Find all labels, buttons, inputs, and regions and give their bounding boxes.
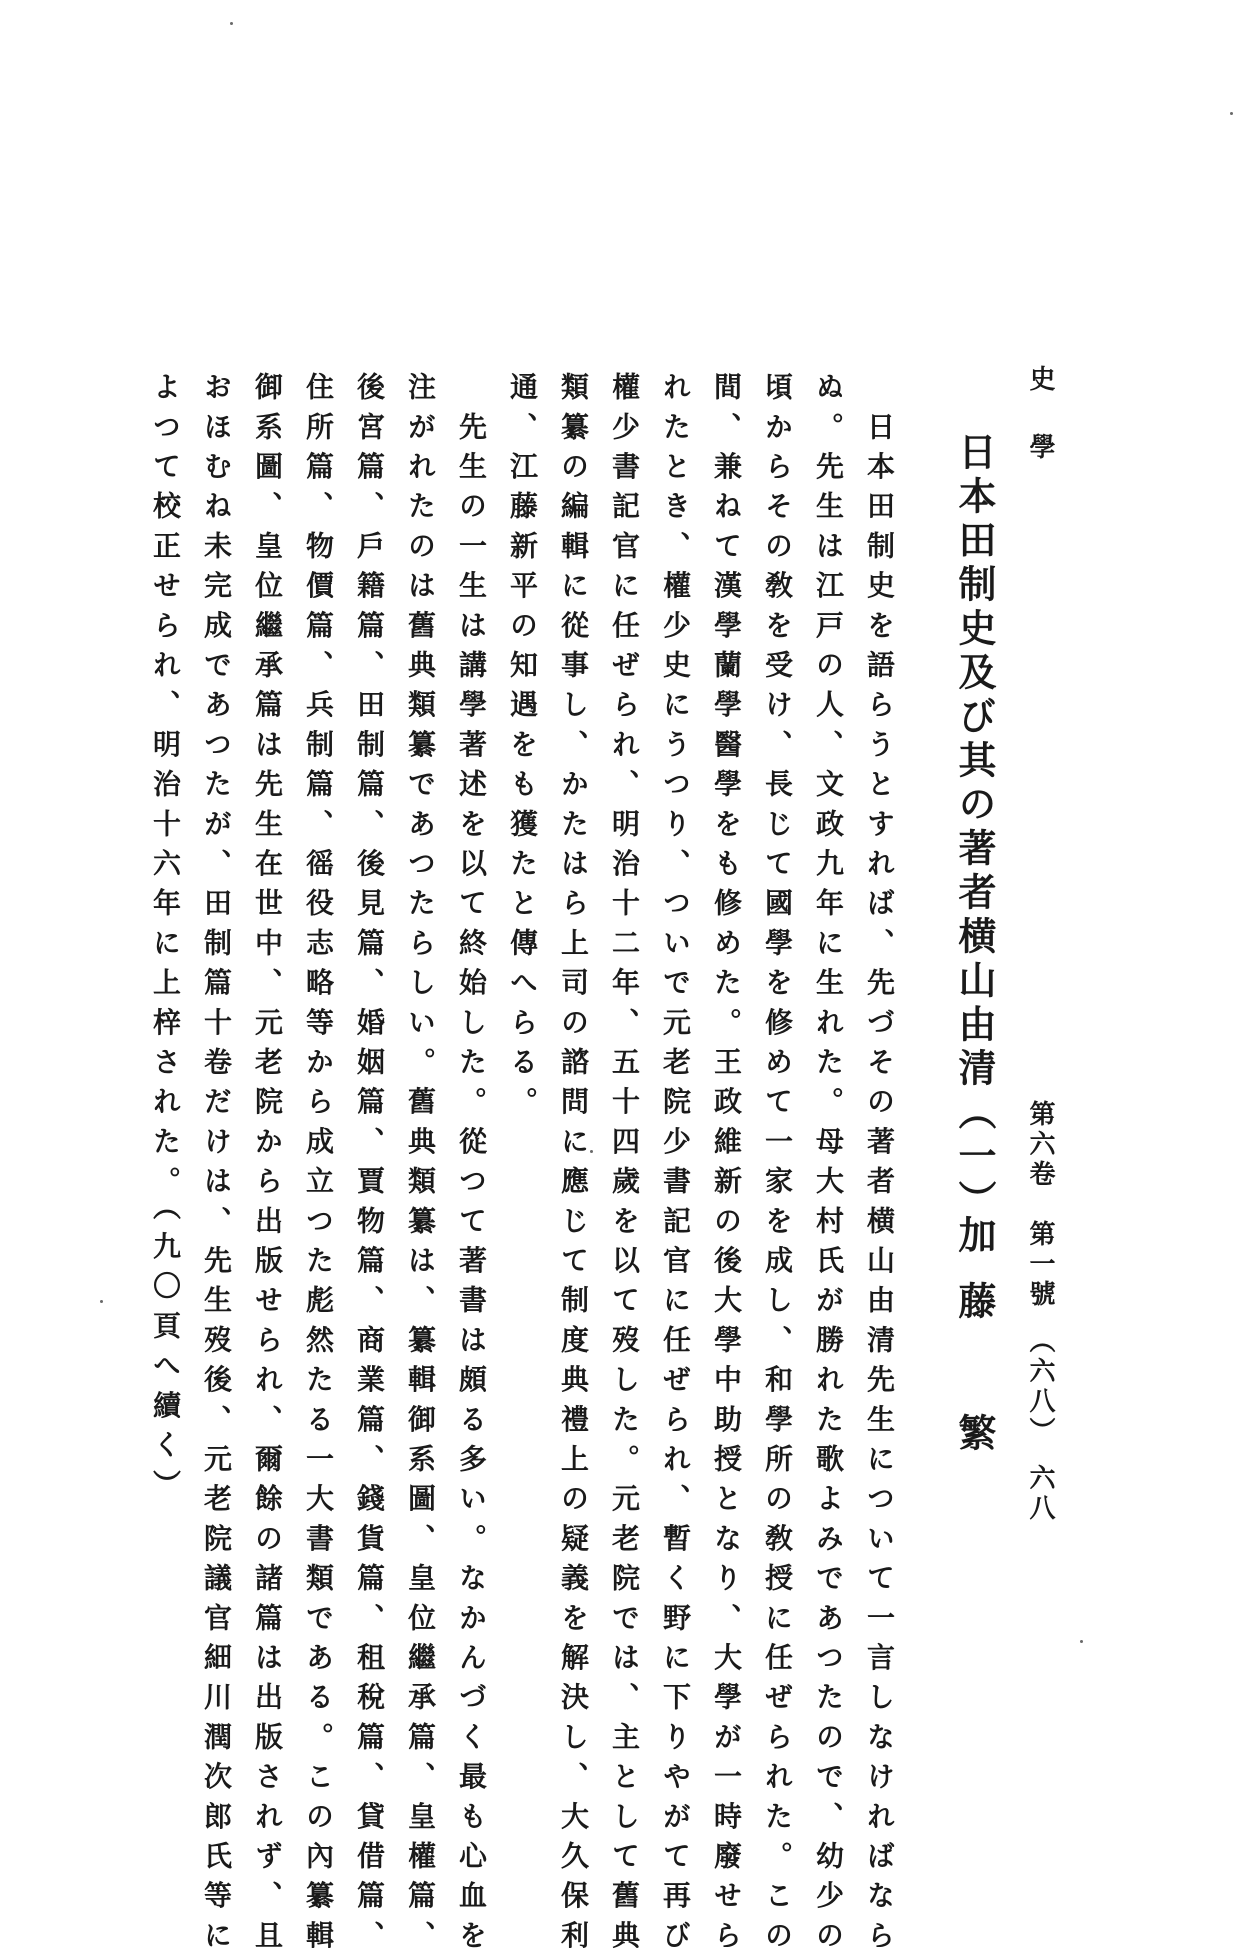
article-author: 加藤 繁 [952,1215,997,1479]
article-title: 日本田制史及び其の著者横山由清（一） [952,432,997,1224]
body-line: 通、江藤新平の知遇をも獲たと傳へらる。 [506,372,539,1127]
scan-speck [230,22,233,25]
body-line: 先生の一生は講學著述を以て終始した。從つて著書は頗る多い。なかんづく最も心血を [455,372,488,1960]
body-line: よつて校正せられ、明治十六年に上梓された。（九〇頁へ續く） [149,372,182,1510]
body-line: ぬ。先生は江戸の人、文政九年に生れた。母大村氏が勝れた歌よみであつたので、幼少の [812,372,845,1960]
body-line: 間、兼ねて漢學蘭學醫學をも修めた。王政維新の後大學中助授となり、大學が一時廢せら [710,372,743,1960]
issue-info: 第六卷 第一號 （六八） 六八 [1025,1100,1055,1524]
scan-speck [1080,1640,1083,1643]
body-line: 注がれたのは舊典類纂であつたらしい。舊典類纂は、纂輯御系圖、皇位繼承篇、皇權篇、 [404,372,437,1960]
body-line: 後宮篇、戶籍篇、田制篇、後見篇、婚姻篇、賈物篇、商業篇、錢貨篇、租稅篇、貸借篇、 [353,372,386,1960]
journal-name: 史學 [1025,365,1055,501]
body-line: 日本田制史を語らうとすれば、先づその著者横山由清先生について一言しなければなら [863,372,896,1960]
body-line: おほむね未完成であつたが、田制篇十卷だけは、先生歿後、元老院議官細川潤次郎氏等に [200,372,233,1960]
body-line: 住所篇、物價篇、兵制篇、徭役志略等から成立つた彪然たる一大書類である。この內纂輯 [302,372,335,1960]
scan-speck [100,1300,103,1303]
body-line: 類纂の編輯に從事し、かたはら上司の諮問に應じて制度典禮上の疑義を解決し、大久保利 [557,372,590,1960]
scan-speck [590,1150,593,1153]
body-line: 御系圖、皇位繼承篇は先生在世中、元老院から出版せられ、爾餘の諸篇は出版されず、且 [251,372,284,1960]
body-line: 頃からその敎を受け、長じて國學を修めて一家を成し、和學所の敎授に任ぜられた。この [761,372,794,1960]
body-line: れたとき、權少史にうつり、ついで元老院少書記官に任ぜられ、暫く野に下りやがて再び [659,372,692,1960]
body-line: 權少書記官に任ぜられ、明治十二年、五十四歲を以て歿した。元老院では、主として舊典 [608,372,641,1960]
scan-speck [1230,112,1233,115]
